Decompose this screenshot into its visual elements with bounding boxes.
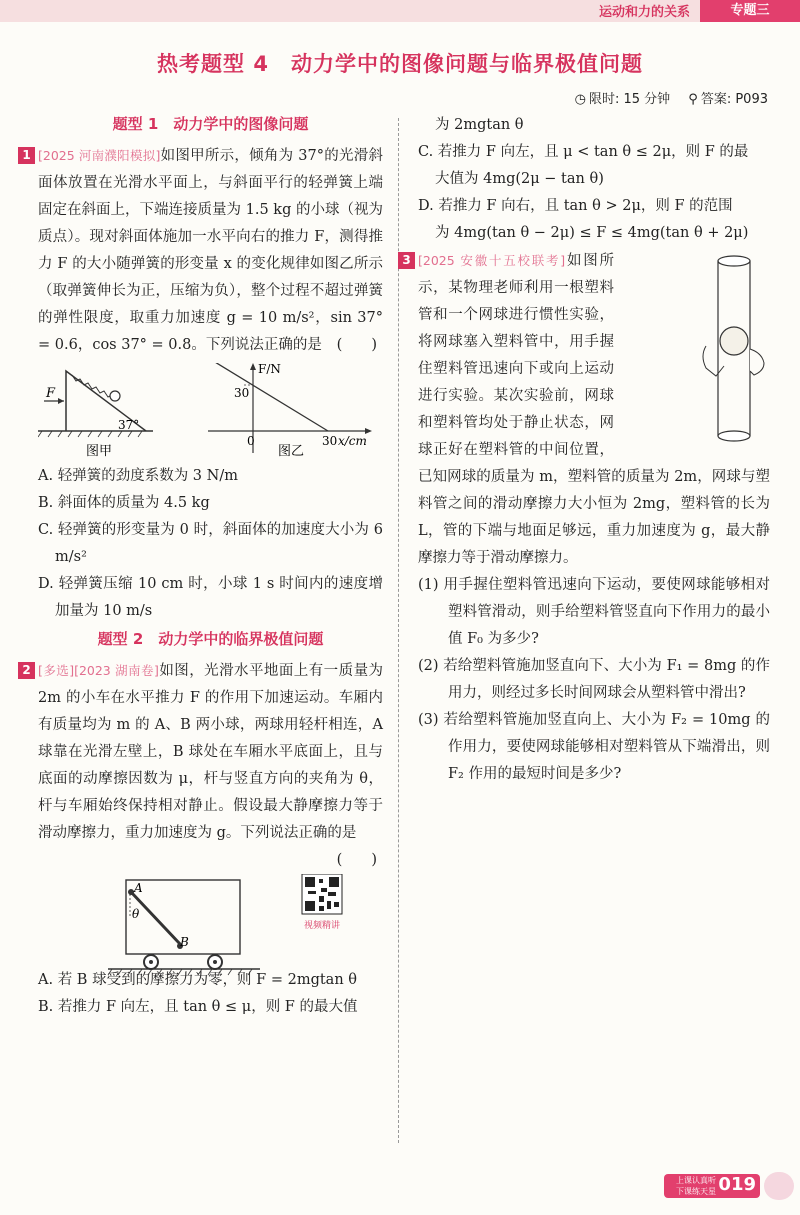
qr-caption: 视频精讲 <box>304 921 341 931</box>
meta-row <box>561 88 768 107</box>
answer-ref: 答案: P093 <box>700 92 768 107</box>
right-column <box>402 112 770 788</box>
q2-option-c-line2: 大值为 4mg(2μ − tan θ) <box>435 171 604 187</box>
q1-figure-svg <box>38 363 383 463</box>
footer-slogan <box>676 1175 716 1197</box>
q2-answer-blank: ( ) <box>336 852 377 868</box>
q1-stem <box>22 142 383 359</box>
q1-answer-blank: ( ) <box>336 337 377 353</box>
fig-label-theta: θ <box>132 907 140 921</box>
q2-option-d-line2: 为 4mg(tan θ − 2μ) ≤ F ≤ 4mg(tan θ + 2μ) <box>435 225 749 241</box>
page-footer <box>655 1170 800 1202</box>
fig-label-a: A <box>134 881 143 895</box>
fig-b-x-axis-label: x/cm <box>338 434 367 448</box>
fig-b-y-axis-label: F/N <box>258 363 281 376</box>
q2-stem <box>22 657 384 868</box>
q2-tag: [多选][2023 湖南卷] <box>38 663 159 678</box>
clock-icon: ◷ <box>574 92 586 107</box>
q2-option-b-part2: 为 2mgtan θ <box>435 117 524 133</box>
slogan-line-2: 下课练天星 <box>676 1187 716 1196</box>
q2-text: 如图，光滑水平地面上有一质量为 2m 的小车在水平推力 F 的作用下加速运动。车厢内有质量均为 m 的 A、B 两小球，两球用轻杆相连，A 球靠在光滑左壁上，B 球处在车厢水平底面上，且与底面的动摩擦因数为 μ，杆与竖直方向的夹角为 θ，杆与车厢始终保持相对静止。假设最大静摩擦力等于滑动摩擦力，重力加速度为 g。下列说法正确的是 <box>38 663 384 841</box>
fig-b-origin: 0 <box>247 434 255 448</box>
q3-tube-figure <box>696 251 766 451</box>
q3-sub2: (2) 若给塑料管施加竖直向下、大小为 F₁ = 8mg 的作用力，则经过多长时间网球会从塑料管中滑出? <box>418 658 770 701</box>
key-icon: ⚲ <box>688 92 698 107</box>
page-number: 019 <box>718 1174 756 1195</box>
slogan-line-1: 上课认真听 <box>676 1176 716 1185</box>
q2-option-b-part1: B. 若推力 F 向左，且 tan θ ≤ μ，则 F 的最大值 <box>38 999 358 1015</box>
column-divider <box>398 118 399 1143</box>
q1-option-c: C. 轻弹簧的形变量为 0 时，斜面体的加速度大小为 6 m/s² <box>38 522 383 565</box>
q1-tag: [2025 河南濮阳模拟] <box>38 148 161 163</box>
q2-figure <box>38 847 383 967</box>
topic-badge: 专题三 <box>700 0 800 22</box>
qr-code-icon[interactable] <box>302 874 342 914</box>
q3-figure-spacer <box>614 247 692 447</box>
q1-option-b: B. 斜面体的质量为 4.5 kg <box>38 495 210 511</box>
q1-figures <box>38 363 383 463</box>
q3-number: 3 <box>398 252 415 269</box>
q3-sub3: (3) 若给塑料管施加竖直向上、大小为 F₂ = 10mg 的作用力，要使网球能够相对塑料管从下端滑出，则 F₂ 作用的最短时间是多少? <box>418 712 770 782</box>
q2-option-a: A. 若 B 球受到的摩擦力为零，则 F = 2mgtan θ <box>38 972 358 988</box>
page-title: 热考题型 4 动力学中的图像问题与临界极值问题 <box>157 52 643 76</box>
q3-block <box>402 247 770 572</box>
q1-option-a: A. 轻弹簧的劲度系数为 3 N/m <box>38 468 238 484</box>
type2-heading: 题型 2 动力学中的临界极值问题 <box>97 630 324 648</box>
q2-option-c-line1: C. 若推力 F 向左，且 μ < tan θ ≤ 2μ，则 F 的最 <box>418 144 749 160</box>
fig-b-x-tick-30: 30 <box>322 434 338 448</box>
fig-b-caption: 图乙 <box>278 444 305 459</box>
time-limit: 限时: 15 分钟 <box>588 92 671 107</box>
fig-a-angle-label: 37° <box>118 418 140 432</box>
fig-b-y-tick-30: 30 <box>234 386 250 400</box>
fig-label-b: B <box>180 935 189 949</box>
q3-sub1: (1) 用手握住塑料管迅速向下运动，要使网球能够相对塑料管滑动，则手给塑料管竖直向下作用力的最小值 F₀ 为多少? <box>418 577 770 647</box>
q2-option-d-line1: D. 若推力 F 向右，且 tan θ > 2μ，则 F 的范围 <box>418 198 733 214</box>
section-label: 运动和力的关系 <box>598 5 690 20</box>
q1-number: 1 <box>18 147 35 164</box>
type1-heading: 题型 1 动力学中的图像问题 <box>112 115 309 133</box>
top-band <box>0 0 800 22</box>
q3-text: 如图所示，某物理老师利用一根塑料管和一个网球进行惯性实验，将网球塞入塑料管中，用手握住塑料管迅速向下或向上运动进行实验。某次实验前，网球和塑料管均处于静止状态，网球正好在塑料管的中间位置，已知网球的质量为 m，塑料管的质量为 2m，网球与塑料管之间的滑动摩擦力大小恒为 2mg，塑料管的长为 L，管的下端与地面足够远，重力加速度为 g，最大静摩擦力等于滑动摩擦力。 <box>418 253 770 566</box>
q1-text: 如图甲所示，倾角为 37°的光滑斜面体放置在光滑水平面上，与斜面平行的轻弹簧上端固定在斜面上，下端连接质量为 1.5 kg 的小球（视为质点）。现对斜面体施加一水平向右的推力 F，测得推力 F 的大小随弹簧的形变量 x 的变化规律如图乙所示（取弹簧伸长为正，压缩为负），整个过程不超过弹簧的弹性限度，取重力加速度 g = 10 m/s²，sin 37° = 0.6，cos 37° = 0.8。下列说法正确的是 <box>38 148 383 353</box>
left-column <box>22 112 384 1021</box>
q2-number: 2 <box>18 662 35 679</box>
fig-a-force-label: F <box>46 386 56 401</box>
q3-tag: [2025 安徽十五校联考] <box>418 253 566 268</box>
fig-a-caption: 图甲 <box>86 444 113 459</box>
mascot-icon <box>764 1172 794 1200</box>
q1-option-d: D. 轻弹簧压缩 10 cm 时，小球 1 s 时间内的速度增加量为 10 m/s <box>38 576 383 619</box>
q2-figure-svg <box>38 874 383 994</box>
